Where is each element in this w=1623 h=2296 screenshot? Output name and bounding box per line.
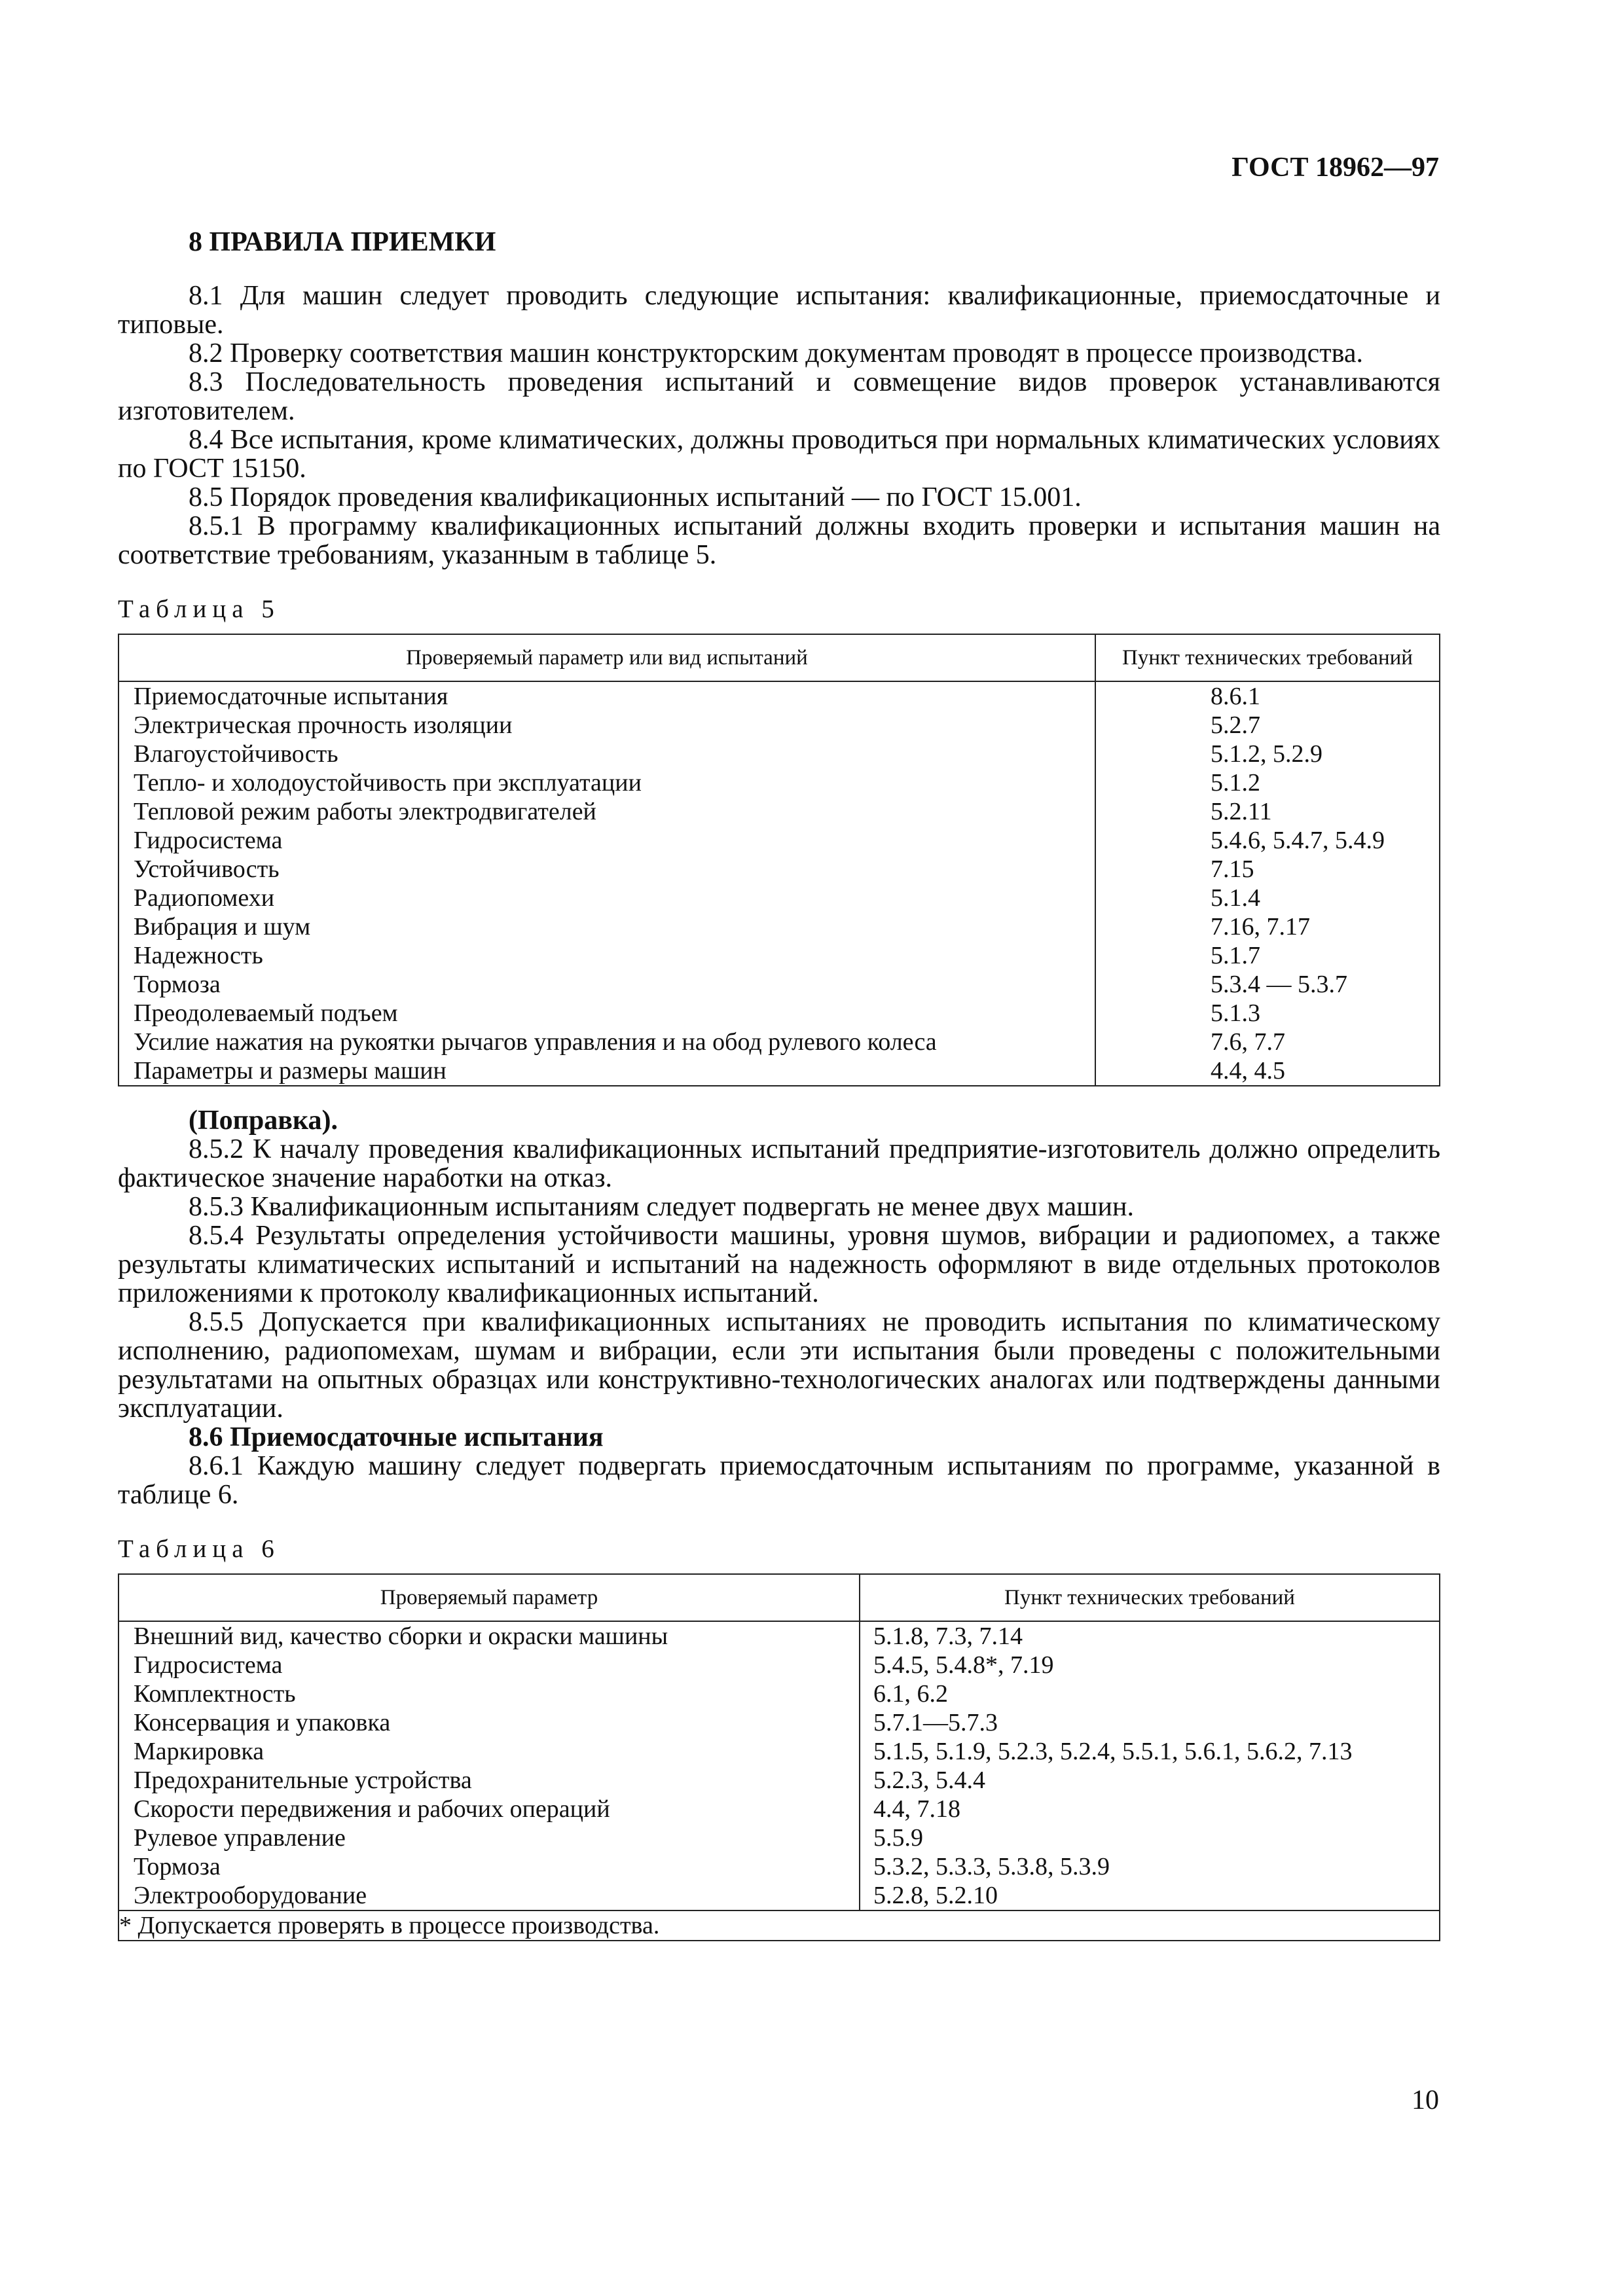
paragraph: 8.5.2 К началу проведения квалификационных испытаний предприятие-изготовитель должно определить фактическое значение наработки на отказ. xyxy=(118,1134,1440,1193)
table-cell: 5.3.2, 5.3.3, 5.3.8, 5.3.9 xyxy=(873,1853,1110,1880)
table-cell: Электрооборудование xyxy=(134,1882,367,1909)
table-cell: 7.6, 7.7 xyxy=(1211,1028,1285,1056)
table-cell: Скорости передвижения и рабочих операций xyxy=(134,1795,610,1823)
table-cell: 5.2.3, 5.4.4 xyxy=(873,1767,985,1794)
paragraph: 8.5.3 Квалификационным испытаниям следует подвергать не менее двух машин. xyxy=(189,1192,1134,1222)
table-cell: Радиопомехи xyxy=(134,884,275,912)
table6-header-clause: Пункт технических требований xyxy=(860,1574,1440,1621)
document-code: ГОСТ 18962—97 xyxy=(1231,152,1439,183)
paragraph: 8.5.1 В программу квалификационных испытаний должны входить проверки и испытания машин на соответствие требованиям, указанным в таблице 5. xyxy=(118,511,1440,570)
table-cell: Тормоза xyxy=(134,1853,221,1880)
table-cell: 5.1.4 xyxy=(1211,884,1260,912)
paragraph: 8.6.1 Каждую машину следует подвергать приемосдаточным испытаниям по программе, указанной в таблице 6. xyxy=(118,1451,1440,1510)
table-cell: 5.4.5, 5.4.8*, 7.19 xyxy=(873,1651,1054,1679)
page-content xyxy=(118,223,1440,1941)
table-cell: 5.1.8, 7.3, 7.14 xyxy=(873,1623,1023,1650)
table-cell: Гидросистема xyxy=(134,1651,283,1679)
table-cell: 4.4, 4.5 xyxy=(1211,1057,1285,1085)
table6 xyxy=(118,1573,1440,1941)
table-cell: 5.4.6, 5.4.7, 5.4.9 xyxy=(1211,827,1385,854)
table-cell: Усилие нажатия на рукоятки рычагов управления и на обод рулевого колеса xyxy=(134,1028,937,1056)
paragraph: 8.2 Проверку соответствия машин конструкторским документам проводят в процессе производства. xyxy=(189,338,1364,368)
table-cell: 5.2.7 xyxy=(1211,711,1260,739)
paragraph: 8.5.5 Допускается при квалификационных испытаниях не проводить испытания по климатическому исполнению, радиопомехам, шумам и вибрации, если эти испытания были проведены с положительными результатами на опытных образцах или конструктивно-технологических аналогах или подтверждены данными эксплуатации. xyxy=(118,1307,1440,1424)
table5-clause-column xyxy=(1095,681,1440,1086)
table-cell: Надежность xyxy=(134,942,263,969)
table-cell: Тепло- и холодоустойчивость при эксплуатации xyxy=(134,769,642,797)
table-cell: 5.7.1—5.7.3 xyxy=(873,1709,998,1736)
table-cell: 5.1.5, 5.1.9, 5.2.3, 5.2.4, 5.5.1, 5.6.1, 5.6.2, 7.13 xyxy=(873,1738,1353,1765)
table-cell: Рулевое управление xyxy=(134,1824,346,1852)
table6-header-parameter: Проверяемый параметр xyxy=(119,1574,860,1621)
table-cell: 5.2.11 xyxy=(1211,798,1272,825)
table-cell: Преодолеваемый подъем xyxy=(134,999,398,1027)
table-cell: Электрическая прочность изоляции xyxy=(134,711,513,739)
table-cell: Предохранительные устройства xyxy=(134,1767,472,1794)
table-cell: 5.2.8, 5.2.10 xyxy=(873,1882,998,1909)
paragraph: 8.1 Для машин следует проводить следующие испытания: квалификационные, приемосдаточные и типовые. xyxy=(118,281,1440,340)
table-cell: 7.16, 7.17 xyxy=(1211,913,1310,941)
table6-caption: Таблица 6 xyxy=(118,1535,280,1563)
amendment-note: (Поправка). xyxy=(189,1105,338,1136)
paragraphs-after-table5 xyxy=(118,1135,1440,1423)
table-cell: Влагоустойчивость xyxy=(134,740,338,768)
subsection-title: 8.6 Приемосдаточные испытания xyxy=(189,1422,604,1452)
table-cell: Параметры и размеры машин xyxy=(134,1057,447,1085)
table5-header-clause: Пункт технических требований xyxy=(1095,634,1440,681)
section-title: 8 ПРАВИЛА ПРИЕМКИ xyxy=(189,227,496,257)
table-cell: Маркировка xyxy=(134,1738,264,1765)
table-cell: 5.1.2, 5.2.9 xyxy=(1211,740,1322,768)
paragraph: 8.5.4 Результаты определения устойчивости машины, уровня шумов, вибрации и радиопомех, а также результаты климатических испытаний и испытаний на надежность оформляют в виде отдельных протоколов приложениями к протоколу квалификационных испытаний. xyxy=(118,1221,1440,1308)
table-cell: Тормоза xyxy=(134,971,221,998)
table5-parameter-column xyxy=(119,681,1095,1086)
paragraph: 8.4 Все испытания, кроме климатических, должны проводиться при нормальных климатических условиях по ГОСТ 15150. xyxy=(118,425,1440,484)
page-number: 10 xyxy=(1412,2085,1439,2115)
table-cell: 6.1, 6.2 xyxy=(873,1680,948,1708)
table-cell: 7.15 xyxy=(1211,855,1254,883)
table5 xyxy=(118,634,1440,1086)
table-cell: Устойчивость xyxy=(134,855,280,883)
table-cell: 5.1.3 xyxy=(1211,999,1260,1027)
table-cell: 4.4, 7.18 xyxy=(873,1795,960,1823)
table-cell: Внешний вид, качество сборки и окраски машины xyxy=(134,1623,668,1650)
table-cell: Вибрация и шум xyxy=(134,913,311,941)
paragraph: 8.5 Порядок проведения квалификационных испытаний — по ГОСТ 15.001. xyxy=(189,482,1082,512)
table5-header-parameter: Проверяемый параметр или вид испытаний xyxy=(119,634,1095,681)
table-cell: 8.6.1 xyxy=(1211,683,1260,710)
table-cell: Консервация и упаковка xyxy=(134,1709,391,1736)
table5-caption: Таблица 5 xyxy=(118,595,280,623)
table-cell: Приемосдаточные испытания xyxy=(134,683,448,710)
table-cell: Комплектность xyxy=(134,1680,296,1708)
table-cell: 5.1.2 xyxy=(1211,769,1260,797)
table-cell: 5.3.4 — 5.3.7 xyxy=(1211,971,1347,998)
table-cell: Тепловой режим работы электродвигателей xyxy=(134,798,596,825)
table6-parameter-column xyxy=(119,1621,860,1910)
table-cell: 5.1.7 xyxy=(1211,942,1260,969)
table-cell: Гидросистема xyxy=(134,827,283,854)
table6-footnote: * Допускается проверять в процессе производства. xyxy=(119,1910,1440,1941)
table-cell: 5.5.9 xyxy=(873,1824,923,1852)
table6-clause-column xyxy=(860,1621,1440,1910)
paragraph: 8.3 Последовательность проведения испытаний и совмещение видов проверок устанавливаются изготовителем. xyxy=(118,367,1440,426)
paragraphs-before-table5 xyxy=(118,281,1440,569)
